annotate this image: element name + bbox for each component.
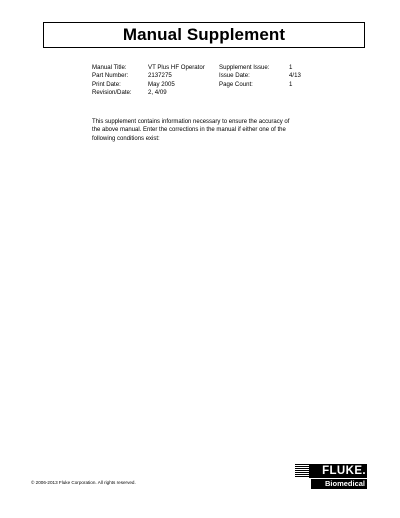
title-box: [43, 22, 365, 48]
info-label: Part Number:: [92, 72, 129, 80]
info-value: 2137275: [148, 72, 172, 80]
info-label: Supplement Issue:: [219, 64, 270, 71]
intro-line: This supplement contains information necessary to ensure the accuracy of: [92, 119, 290, 125]
copyright-notice: © 2006-2013 Fluke Corporation. All rights reserved.: [31, 480, 136, 485]
info-value: May 2005: [148, 80, 175, 88]
logo-sub-text: Biomedical: [311, 479, 367, 489]
info-value: 1: [289, 64, 293, 71]
intro-paragraph: [92, 118, 322, 143]
logo-brand-text: FLUKE.: [309, 464, 367, 478]
info-label: Manual Title:: [92, 64, 127, 71]
intro-line: the above manual. Enter the corrections in the manual if either one of the: [92, 127, 286, 134]
info-value: 2, 4/09: [148, 89, 167, 97]
info-value: 4/13: [289, 72, 301, 80]
info-label: Print Date:: [92, 80, 121, 88]
info-label: Revision/Date:: [92, 89, 132, 97]
info-label: Issue Date:: [219, 72, 250, 80]
info-value: 1: [289, 80, 293, 88]
info-value: VT Plus HF Operator: [148, 64, 205, 71]
logo-stripes-icon: [295, 464, 309, 478]
logo-upper-bar: [295, 464, 367, 478]
document-title: Manual Supplement: [122, 25, 286, 44]
info-label: Page Count:: [219, 80, 253, 88]
fluke-biomedical-logo-icon: [295, 464, 367, 490]
intro-line: following conditions exist:: [92, 135, 160, 142]
